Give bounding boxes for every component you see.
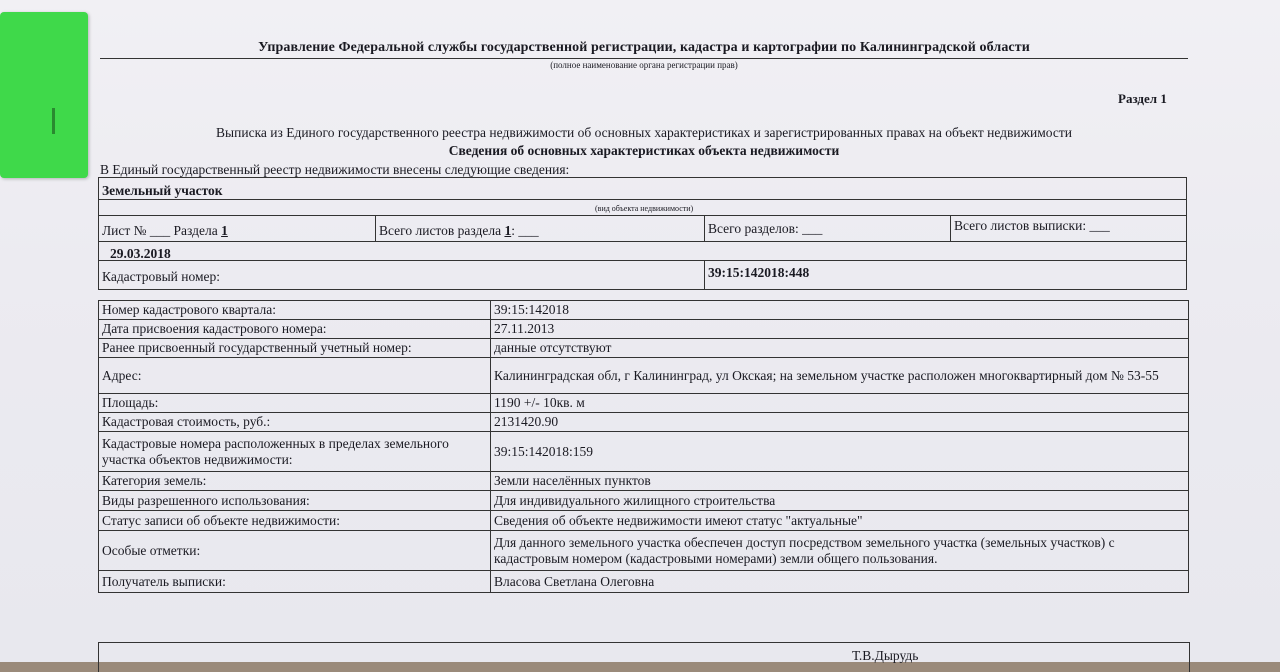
table-row (99, 472, 1189, 491)
detail-value: 27.11.2013 (491, 320, 1189, 339)
detail-label: Статус записи об объекте недвижимости: (99, 511, 491, 531)
detail-value: Власова Светлана Олеговна (491, 571, 1189, 593)
table-row (99, 358, 1189, 394)
table-row (99, 511, 1189, 531)
details-table (98, 300, 1189, 593)
sheet-label: Лист № ___ Раздела (102, 223, 218, 238)
extract-subtitle: Сведения об основных характеристиках объекта недвижимости (448, 143, 840, 158)
table-row (99, 432, 1189, 472)
cadastral-number: 39:15:142018:448 (708, 265, 810, 280)
detail-value: Сведения об объекте недвижимости имеют статус "актуальные" (491, 511, 1189, 531)
signer-name: Т.В.Дырудь (852, 648, 919, 663)
table-row (99, 301, 1189, 320)
detail-value: 1190 +/- 10кв. м (491, 394, 1189, 413)
total-sheets-section-tail: : ___ (511, 223, 539, 238)
detail-value: Калининградская обл, г Калининград, ул Окская; на земельном участке расположен многоквартирный дом № 53-55 (491, 358, 1189, 394)
detail-value: 39:15:142018:159 (491, 432, 1189, 472)
table-row (99, 531, 1189, 571)
total-sheets-section-label: Всего листов раздела (379, 223, 502, 238)
table-row (99, 491, 1189, 511)
detail-value: Земли населённых пунктов (491, 472, 1189, 491)
intro-text: В Единый государственный реестр недвижимости внесены следующие сведения: (100, 162, 570, 177)
signature-box (98, 642, 1190, 672)
detail-value: Для индивидуального жилищного строительства (491, 491, 1189, 511)
table-row (99, 339, 1189, 358)
sticky-note (0, 12, 88, 178)
total-sheets-section-value: 1 (504, 223, 512, 238)
detail-label: Дата присвоения кадастрового номера: (99, 320, 491, 339)
detail-label: Кадастровая стоимость, руб.: (99, 413, 491, 432)
table-row (99, 413, 1189, 432)
detail-label: Площадь: (99, 394, 491, 413)
extract-title: Выписка из Единого государственного реестра недвижимости об основных характеристиках и зарегистрированных правах на объект недвижимости (216, 125, 1072, 140)
sticky-note-mark (52, 108, 55, 134)
sheet-number (102, 223, 228, 239)
object-type: Земельный участок (102, 183, 223, 198)
detail-value: данные отсутствуют (491, 339, 1189, 358)
detail-label: Номер кадастрового квартала: (99, 301, 491, 320)
total-sheets-section (379, 223, 539, 239)
object-type-caption: (вид объекта недвижимости) (595, 204, 694, 213)
table-row (99, 320, 1189, 339)
organization-caption: (полное наименование органа регистрации прав) (550, 60, 738, 70)
detail-value: 2131420.90 (491, 413, 1189, 432)
detail-label: Особые отметки: (99, 531, 491, 571)
total-sheets-extract: Всего листов выписки: ___ (954, 218, 1110, 233)
cadastral-number-label: Кадастровый номер: (102, 269, 221, 284)
detail-label: Получатель выписки: (99, 571, 491, 593)
detail-value: 39:15:142018 (491, 301, 1189, 320)
total-sections: Всего разделов: ___ (708, 221, 823, 236)
detail-label: Виды разрешенного использования: (99, 491, 491, 511)
detail-value: Для данного земельного участка обеспечен доступ посредством земельного участка (земельных участков) с кадастровым номером (кадастровыми номерами) земли общего пользования. (491, 531, 1189, 571)
detail-label: Адрес: (99, 358, 491, 394)
sheet-section-number: 1 (221, 223, 228, 238)
section-label: Раздел 1 (1118, 91, 1167, 106)
extract-date: 29.03.2018 (110, 246, 171, 261)
detail-label: Ранее присвоенный государственный учетный номер: (99, 339, 491, 358)
detail-label: Категория земель: (99, 472, 491, 491)
table-row (99, 394, 1189, 413)
table-row (99, 571, 1189, 593)
detail-label: Кадастровые номера расположенных в пределах земельного участка объектов недвижимости: (99, 432, 491, 472)
organization-title: Управление Федеральной службы государственной регистрации, кадастра и картографии по Калининградской области (100, 40, 1188, 59)
